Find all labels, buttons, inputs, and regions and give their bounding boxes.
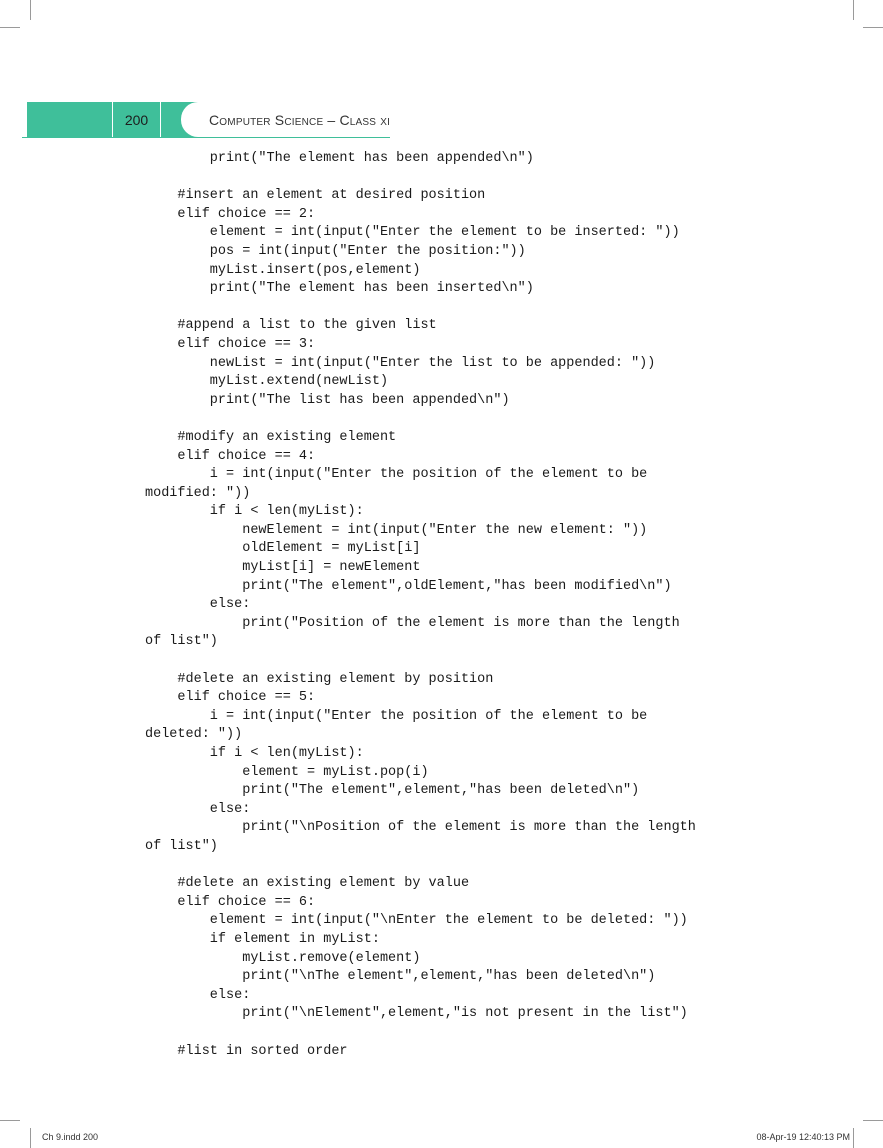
code-line: i = int(input("Enter the position of the element to be [145,708,648,724]
code-line: myList.insert(pos,element) [145,262,421,278]
crop-mark [863,1120,883,1121]
code-line: newList = int(input("Enter the list to be appended: ")) [145,355,656,371]
code-line: modified: ")) [145,485,251,501]
code-line: print("The element",oldElement,"has been modified\n") [145,578,672,594]
code-line: of list") [145,838,218,854]
code-line: #append a list to the given list [145,318,437,334]
code-line: else: [145,597,251,613]
crop-mark [863,27,883,28]
code-line: myList.extend(newList) [145,374,389,390]
code-line: print("\nElement",element,"is not present in the list") [145,1006,688,1022]
crop-mark [0,1120,20,1121]
crop-mark [853,0,854,20]
code-line: else: [145,987,251,1003]
code-line: elif choice == 5: [145,690,316,706]
code-line [145,169,795,188]
footer-timestamp: 08-Apr-19 12:40:13 PM [756,1132,850,1142]
code-line: element = myList.pop(i) [145,764,429,780]
code-line: i = int(input("Enter the position of the element to be [145,467,648,483]
code-line: myList.remove(element) [145,950,421,966]
code-line: #list in sorted order [145,1043,348,1059]
code-line: elif choice == 4: [145,448,316,464]
code-line: if i < len(myList): [145,746,364,761]
code-line: elif choice == 3: [145,336,316,352]
code-line: if i < len(myList): [145,504,364,520]
running-title: Computer Science – Class xi [209,112,391,128]
code-line: print("The element has been inserted\n") [145,281,534,297]
code-line: element = int(input("Enter the element to be inserted: ")) [145,225,680,241]
code-line [145,857,795,876]
footer-file-info: Ch 9.indd 200 [42,1132,99,1142]
code-line: print("Position of the element is more than the length [145,615,680,631]
code-listing [145,150,795,1061]
code-line [145,652,795,671]
code-line: elif choice == 2: [145,206,316,222]
code-line: deleted: ")) [145,727,243,743]
code-line: #insert an element at desired position [145,188,486,204]
header-rule [22,137,390,138]
code-line: #delete an existing element by value [145,876,470,892]
code-line: else: [145,801,251,817]
code-line: of list") [145,634,218,650]
code-line: print("\nThe element",element,"has been deleted\n") [145,969,656,985]
code-line: newElement = int(input("Enter the new element: ")) [145,522,648,538]
code-line: pos = int(input("Enter the position:")) [145,243,526,259]
code-line: #delete an existing element by position [145,671,494,687]
code-line: #modify an existing element [145,429,397,445]
crop-mark [853,1128,854,1148]
code-line [145,1024,795,1043]
code-line: print("The element has been appended\n") [145,151,534,166]
code-line: if element in myList: [145,931,380,947]
code-line: myList[i] = newElement [145,560,421,576]
code-line: oldElement = myList[i] [145,541,421,557]
page-number: 200 [112,102,161,137]
code-line: print("\nPosition of the element is more than the length [145,820,696,836]
code-line: print("The element",element,"has been deleted\n") [145,783,640,799]
crop-mark [30,1128,31,1148]
code-line [145,299,795,318]
crop-mark [30,0,31,20]
code-line: elif choice == 6: [145,894,316,910]
crop-mark [0,27,20,28]
code-line: element = int(input("\nEnter the element to be deleted: ")) [145,913,688,929]
code-line: print("The list has been appended\n") [145,392,510,408]
code-line [145,410,795,429]
